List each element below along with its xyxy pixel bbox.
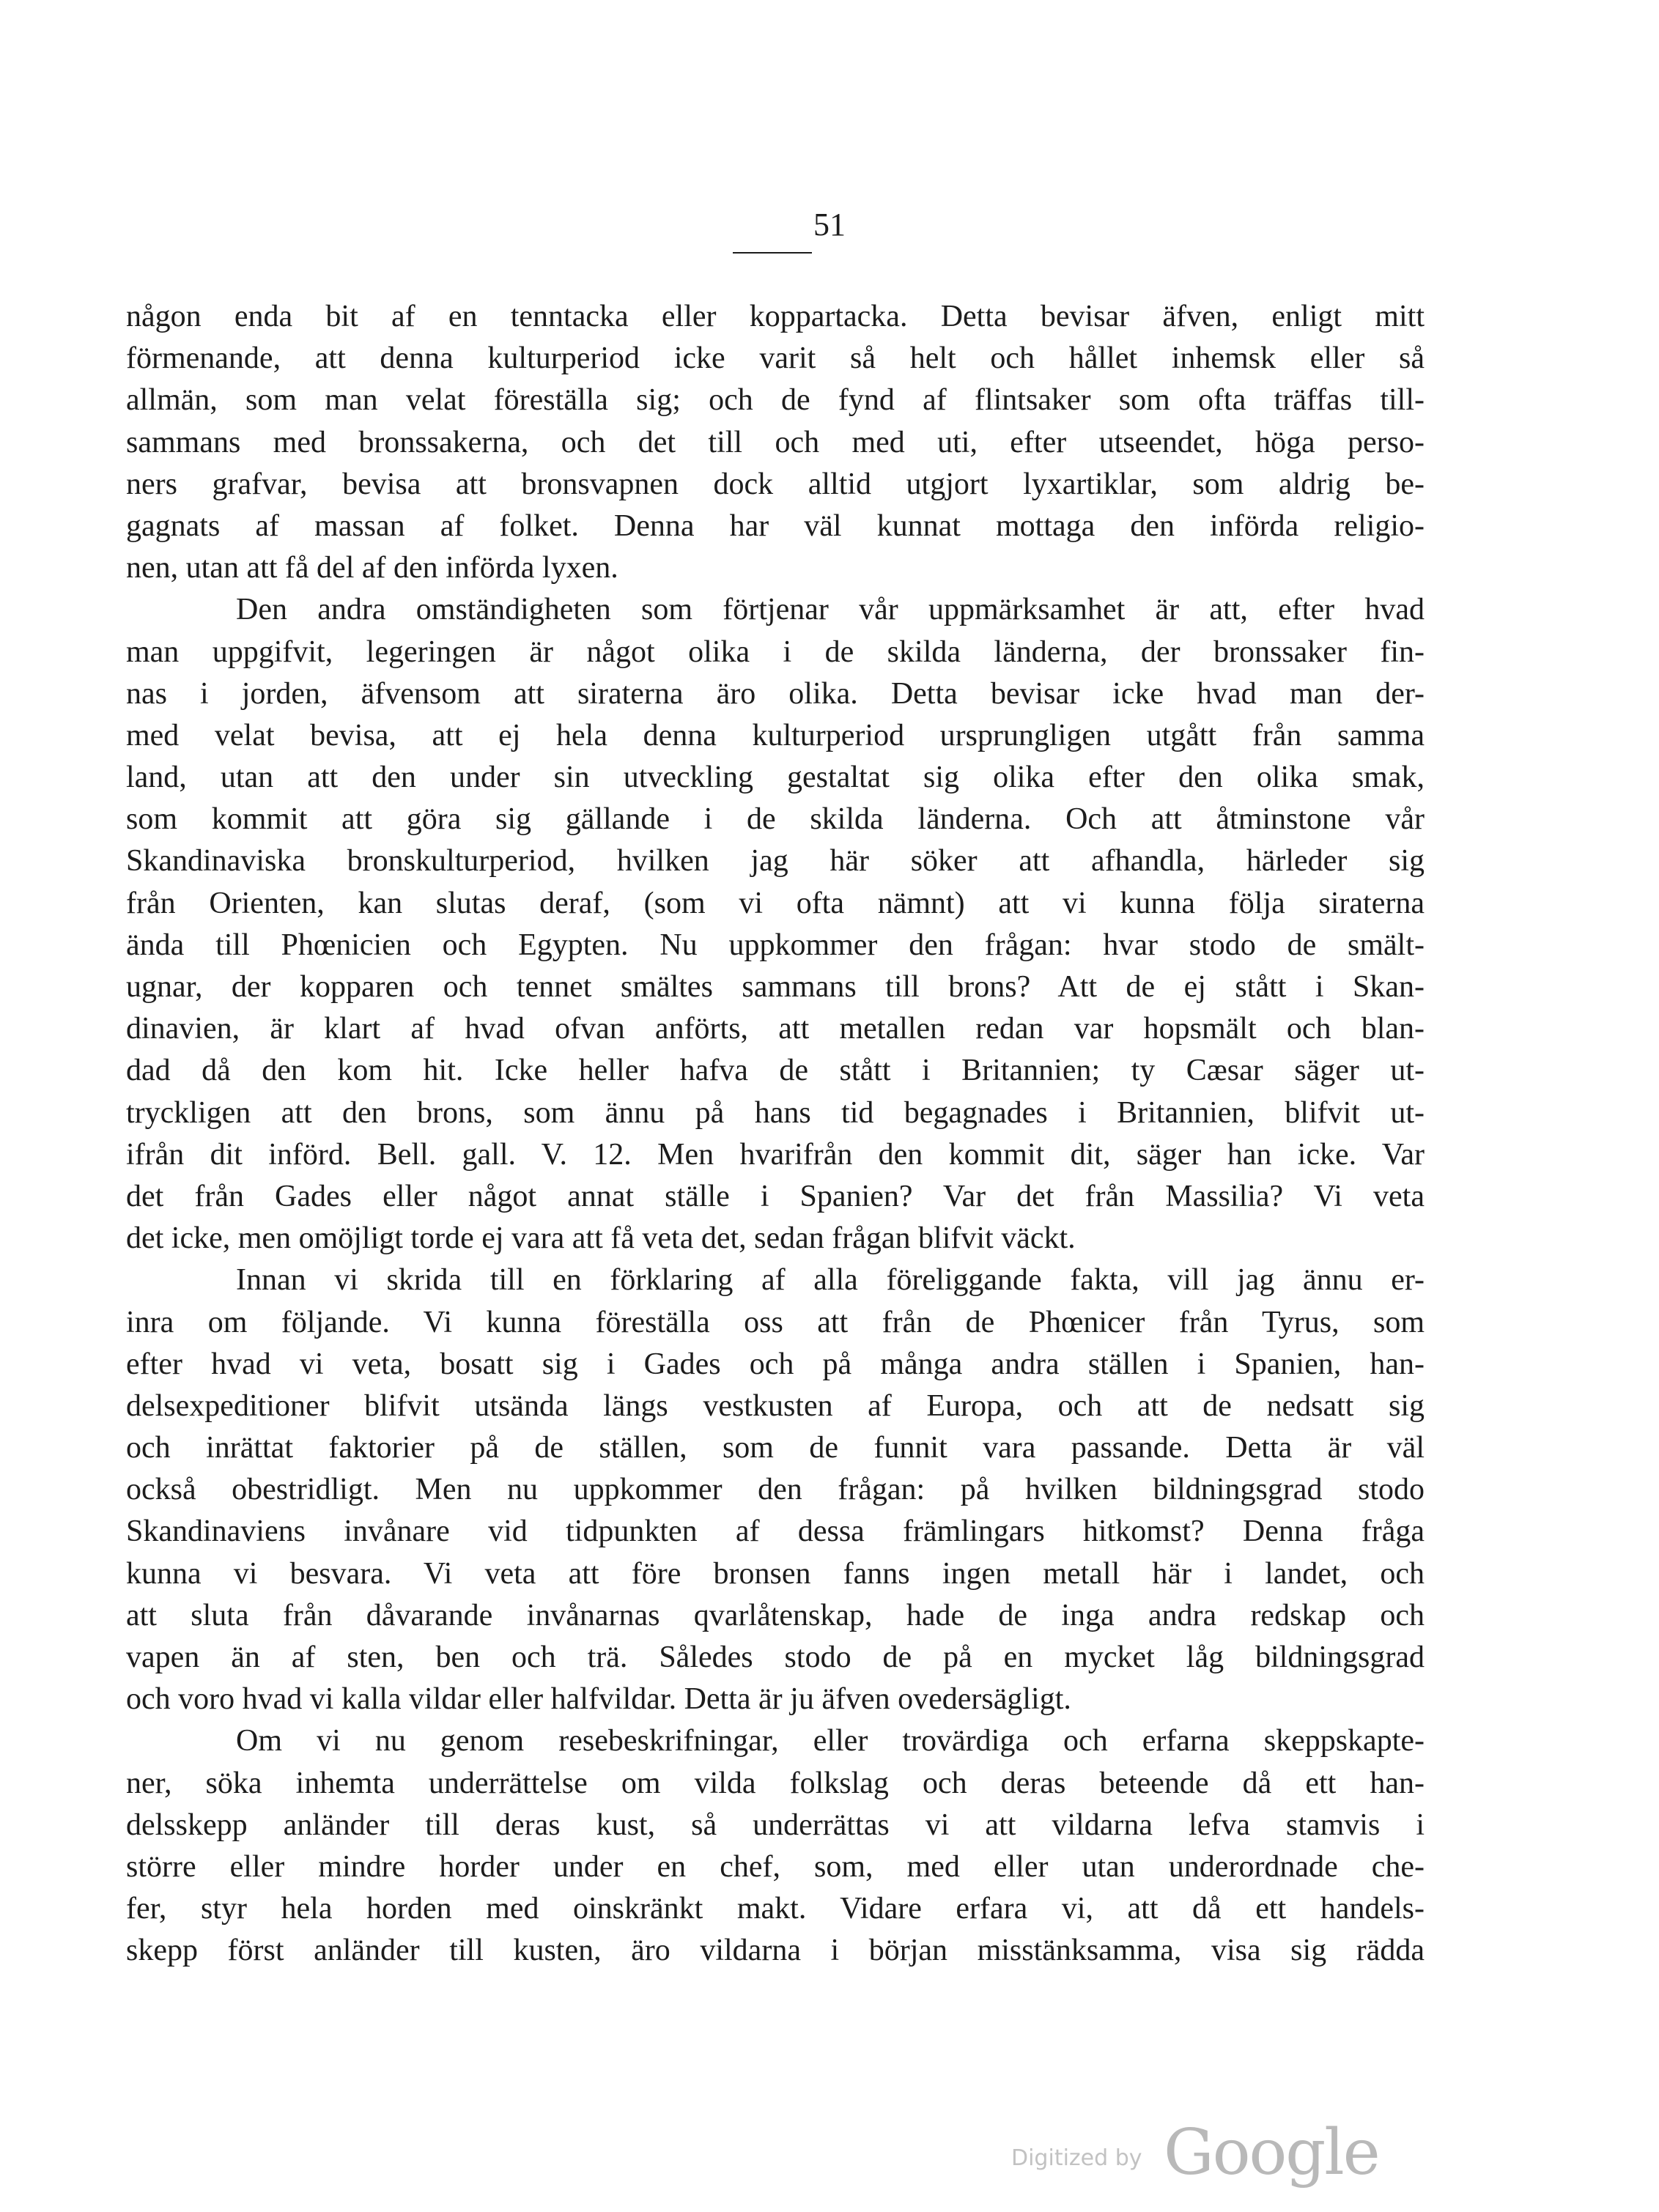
digitized-by-label: Digitized by	[1011, 2145, 1142, 2171]
text-line: ner, söka inhemta underrättelse om vilda folkslag och deras beteende då ett han-	[126, 1766, 1425, 1800]
page-number-rule	[733, 252, 812, 254]
text-line: sammans med bronssakerna, och det till och med uti, efter utseendet, höga perso-	[126, 425, 1425, 459]
text-line: dinavien, är klart af hvad ofvan anförts, att metallen redan var hopsmält och blan-	[126, 1012, 1425, 1046]
text-line: större eller mindre horder under en chef, som, med eller utan underordnade che-	[126, 1849, 1425, 1884]
text-line: fer, styr hela horden med oinskränkt makt. Vidare erfara vi, att då ett handels-	[126, 1892, 1425, 1926]
text-line: efter hvad vi veta, bosatt sig i Gades och på många andra ställen i Spanien, han-	[126, 1347, 1425, 1381]
text-line: med velat bevisa, att ej hela denna kulturperiod ursprungligen utgått från samma	[126, 718, 1425, 752]
text-line: och inrättat faktorier på de ställen, som de funnit vara passande. Detta är väl	[126, 1431, 1425, 1465]
text-line: inra om följande. Vi kunna föreställa oss att från de Phœnicer från Tyrus, som	[126, 1305, 1425, 1339]
text-line: Skandinaviska bronskulturperiod, hvilken jag här söker att afhandla, härleder sig	[126, 844, 1425, 878]
text-line: det från Gades eller något annat ställe i Spanien? Var det från Massilia? Vi veta	[126, 1179, 1425, 1213]
text-line: någon enda bit af en tenntacka eller koppartacka. Detta bevisar äfven, enligt mitt	[126, 300, 1425, 333]
text-line: nas i jorden, äfvensom att siraterna äro olika. Detta bevisar icke hvad man der-	[126, 676, 1425, 711]
text-line: ners grafvar, bevisa att bronsvapnen dock alltid utgjort lyxartiklar, som aldrig be-	[126, 467, 1425, 501]
text-line: man uppgifvit, legeringen är något olika i de skilda länderna, der bronssaker fin-	[126, 635, 1425, 669]
text-line: allmän, som man velat föreställa sig; och de fynd af flintsaker som ofta träffas till-	[126, 383, 1425, 418]
text-line: kunna vi besvara. Vi veta att före bronsen fanns ingen metall här i landet, och	[126, 1556, 1425, 1591]
text-line: nen, utan att få del af den införda lyxen.	[126, 551, 618, 585]
text-line: ända till Phœnicien och Egypten. Nu uppkommer den frågan: hvar stodo de smält-	[126, 928, 1425, 962]
text-line: förmenande, att denna kulturperiod icke varit så helt och hållet inhemsk eller så	[126, 341, 1425, 376]
google-logo: Google	[1164, 2116, 1379, 2189]
text-line: land, utan att den under sin utveckling gestaltat sig olika efter den olika smak,	[126, 761, 1425, 795]
text-line: ifrån dit införd. Bell. gall. V. 12. Men hvarifrån den kommit dit, säger han icke. Var	[126, 1137, 1425, 1172]
text-line: gagnats af massan af folket. Denna har väl kunnat mottaga den införda religio-	[126, 508, 1425, 543]
text-line: delsexpeditioner blifvit utsända längs vestkusten af Europa, och att de nedsatt sig	[126, 1388, 1425, 1423]
text-line: Den andra omständigheten som förtjenar vår uppmärksamhet är att, efter hvad	[236, 593, 1425, 627]
text-line: skepp först anländer till kusten, äro vildarna i början misstänksamma, visa sig rädda	[126, 1934, 1425, 1968]
text-line: och voro hvad vi kalla vildar eller halfvildar. Detta är ju äfven ovedersägligt.	[126, 1682, 1071, 1717]
text-line: ugnar, der kopparen och tennet smältes sammans till brons? Att de ej stått i Skan-	[126, 970, 1425, 1004]
page-number: 51	[813, 207, 846, 243]
text-line: dad då den kom hit. Icke heller hafva de stått i Britannien; ty Cæsar säger ut-	[126, 1054, 1425, 1088]
text-line: Skandinaviens invånare vid tidpunkten af dessa främlingars hitkomst? Denna fråga	[126, 1514, 1425, 1549]
text-line: också obestridligt. Men nu uppkommer den frågan: på hvilken bildningsgrad stodo	[126, 1473, 1425, 1507]
text-line: det icke, men omöjligt torde ej vara att få veta det, sedan frågan blifvit väckt.	[126, 1221, 1076, 1256]
text-line: som kommit att göra sig gällande i de skilda länderna. Och att åtminstone vår	[126, 802, 1425, 837]
text-line: tryckligen att den brons, som ännu på hans tid begagnades i Britannien, blifvit ut-	[126, 1095, 1425, 1130]
text-line: från Orienten, kan slutas deraf, (som vi ofta nämnt) att vi kunna följa siraterna	[126, 886, 1425, 920]
text-line: vapen än af sten, ben och trä. Således stodo de på en mycket låg bildningsgrad	[126, 1640, 1425, 1674]
text-line: att sluta från dåvarande invånarnas qvarlåtenskap, hade de inga andra redskap och	[126, 1598, 1425, 1632]
body-text	[126, 296, 1425, 1972]
text-line: Innan vi skrida till en förklaring af alla föreliggande fakta, vill jag ännu er-	[236, 1263, 1425, 1298]
digitized-by-google-watermark	[1011, 2116, 1422, 2189]
text-line: delsskepp anländer till deras kust, så underrättas vi att vildarna lefva stamvis i	[126, 1808, 1425, 1842]
text-line: Om vi nu genom resebeskrifningar, eller trovärdiga och erfarna skeppskapte-	[236, 1724, 1425, 1758]
